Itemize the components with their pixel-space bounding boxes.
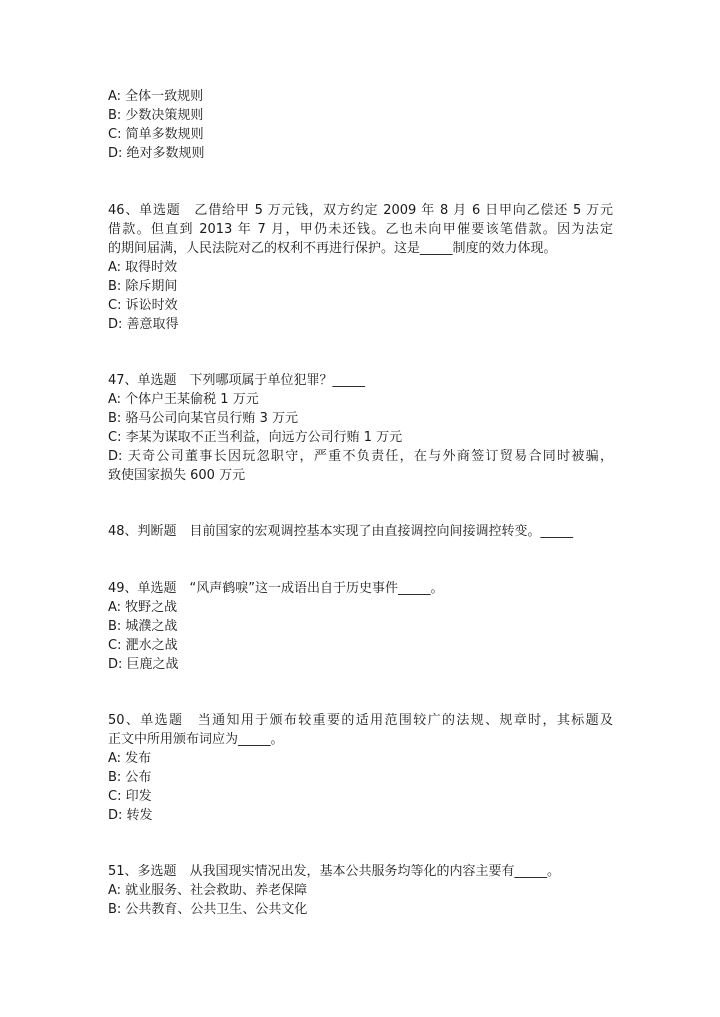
q50-option-a: A: 发布: [108, 751, 152, 766]
q47-option-d-line-2: 致使国家损失 600 万元: [108, 468, 246, 483]
q45-option-a: A: 全体一致规则: [108, 89, 204, 104]
q46-stem-line-2: 借款。但直到 2013 年 7 月，甲仍未还钱。乙也未向甲催要该笔借款。因为法定: [108, 222, 613, 237]
q50-option-d: D: 转发: [108, 808, 153, 823]
q45-option-d: D: 绝对多数规则: [108, 146, 205, 161]
q46-option-d: D: 善意取得: [108, 317, 179, 332]
q50-stem-line-1: 50、单选题 当通知用于颁布较重要的适用范围较广的法规、规章时，其标题及: [108, 713, 613, 728]
q50-option-c: C: 印发: [108, 789, 152, 804]
q47-option-d-line-1: D: 天奇公司董事长因玩忽职守，严重不负责任，在与外商签订贸易合同时被骗，: [108, 449, 613, 464]
q46-stem-line-3: 的期间届满，人民法院对乙的权利不再进行保护。这是_____制度的效力体现。: [108, 241, 557, 256]
q46-stem-line-1: 46、单选题 乙借给甲 5 万元钱，双方约定 2009 年 8 月 6 日甲向乙偿还 5 万元: [108, 203, 613, 218]
q48-stem: 48、判断题 目前国家的宏观调控基本实现了由直接调控向间接调控转变。_____: [108, 524, 574, 539]
q49-option-c: C: 淝水之战: [108, 638, 178, 653]
q50-option-b: B: 公布: [108, 770, 152, 785]
q50-stem-line-2: 正文中所用颁布词应为_____。: [108, 732, 284, 747]
q47-option-b: B: 骆马公司向某官员行贿 3 万元: [108, 411, 298, 426]
q45-option-c: C: 简单多数规则: [108, 127, 204, 142]
q47-stem: 47、单选题 下列哪项属于单位犯罪？_____: [108, 373, 366, 388]
q49-option-d: D: 巨鹿之战: [108, 657, 179, 672]
q47-option-c: C: 李某为谋取不正当利益，向远方公司行贿 1 万元: [108, 430, 403, 445]
q51-option-a: A: 就业服务、社会救助、养老保障: [108, 883, 308, 898]
q47-option-a: A: 个体户王某偷税 1 万元: [108, 392, 259, 407]
q46-option-a: A: 取得时效: [108, 260, 178, 275]
q46-option-b: B: 除斥期间: [108, 279, 178, 294]
q51-option-b: B: 公共教育、公共卫生、公共文化: [108, 902, 308, 917]
q49-option-b: B: 城濮之战: [108, 619, 178, 634]
q45-option-b: B: 少数决策规则: [108, 108, 204, 123]
q46-option-c: C: 诉讼时效: [108, 298, 178, 313]
q49-stem: 49、单选题 “风声鹤唳”这一成语出自于历史事件_____。: [108, 581, 444, 596]
q51-stem: 51、多选题 从我国现实情况出发，基本公共服务均等化的内容主要有_____。: [108, 864, 561, 879]
q49-option-a: A: 牧野之战: [108, 600, 178, 615]
